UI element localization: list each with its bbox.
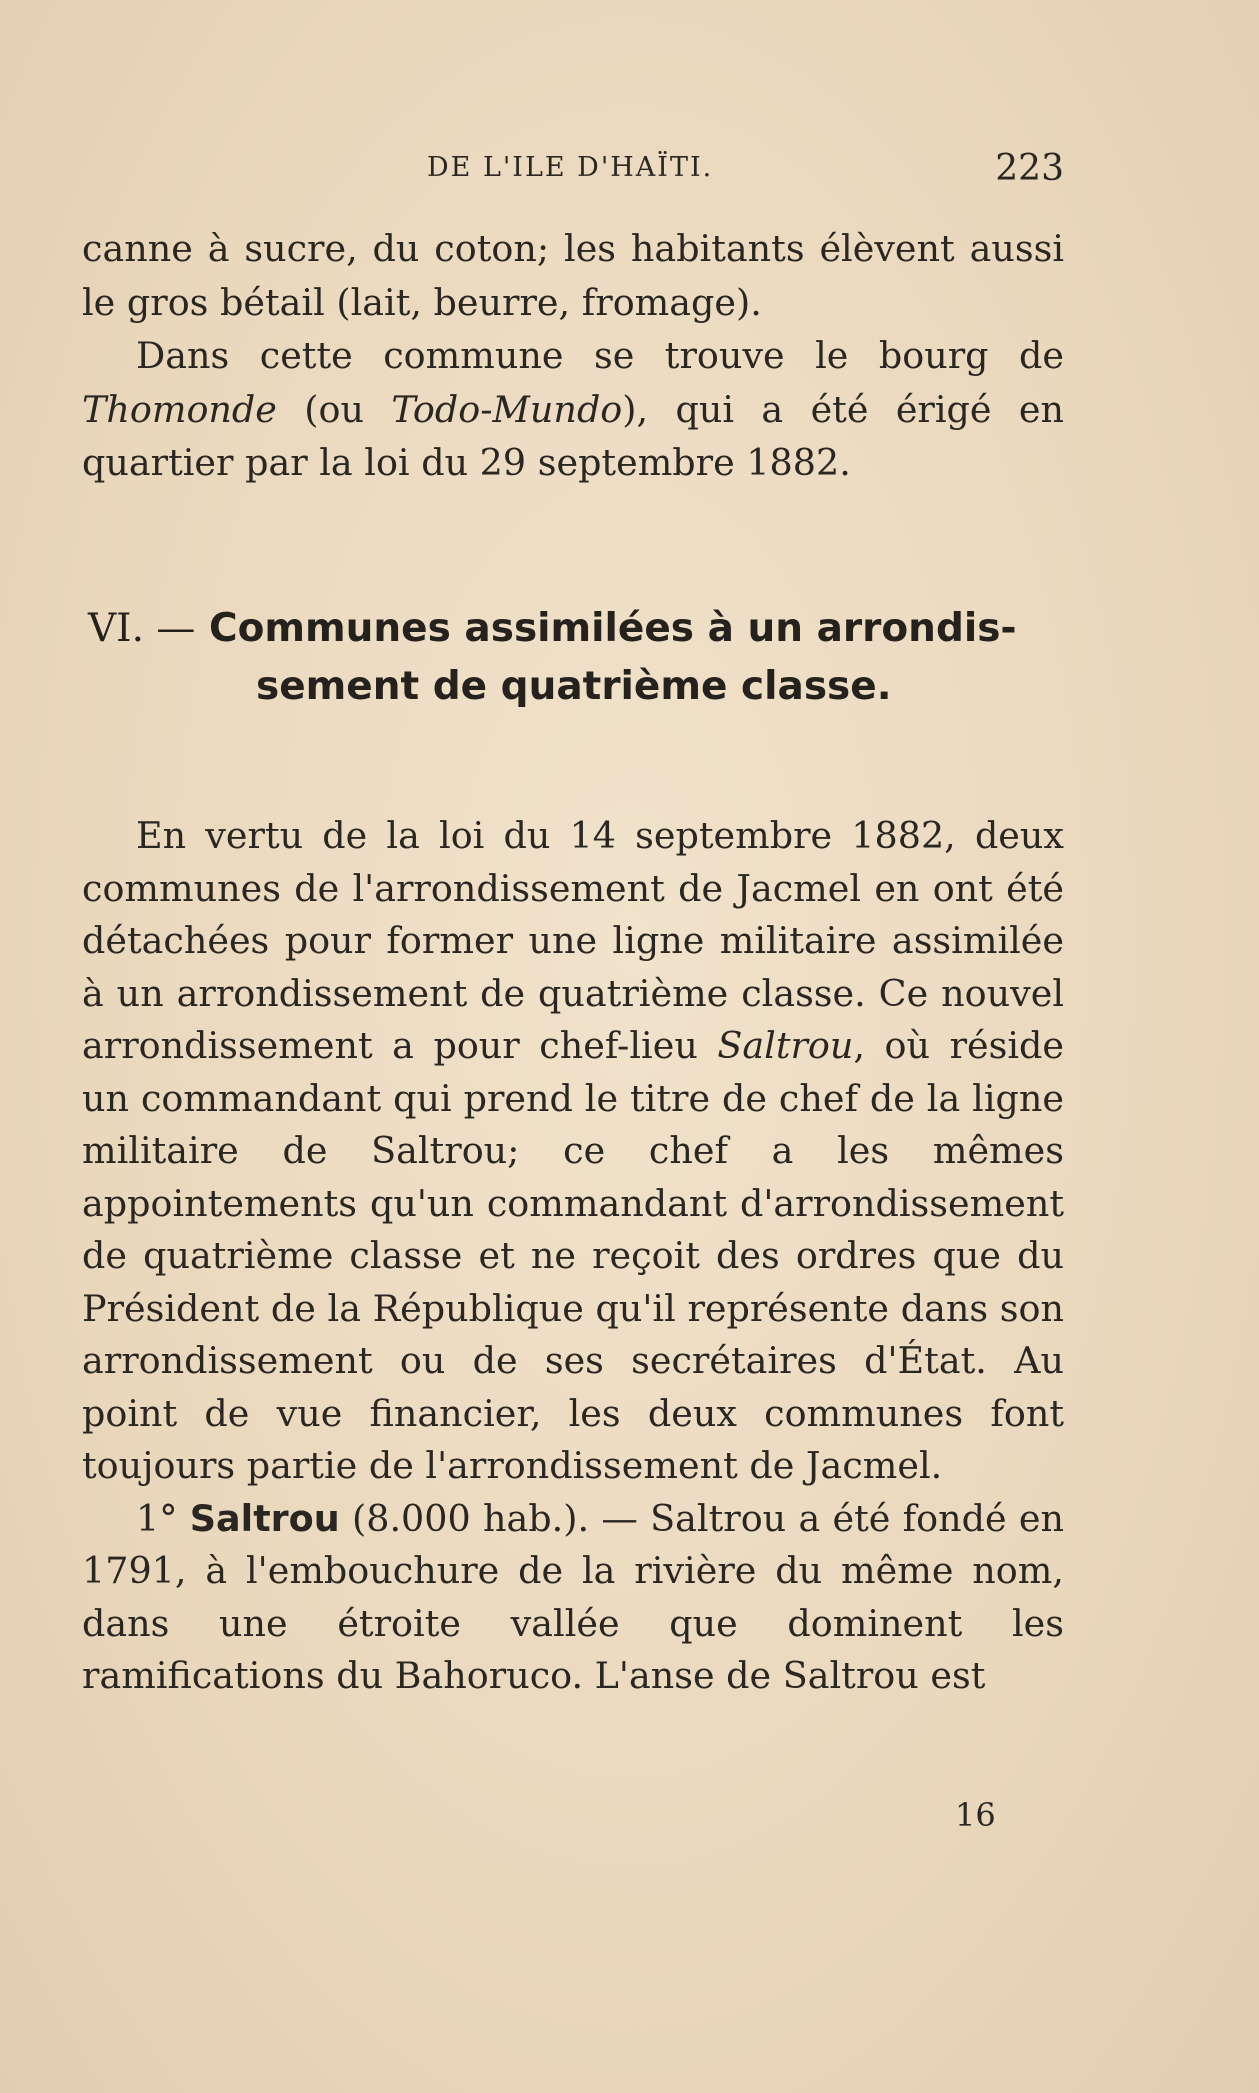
place-name: Todo-Mundo [391, 387, 623, 431]
running-title: DE L'ILE D'HAÏTI. [427, 152, 714, 183]
paragraph [82, 222, 1064, 329]
section-heading-line [88, 600, 1064, 658]
commune-name: Saltrou [189, 1496, 340, 1540]
page-header [82, 148, 1064, 198]
paragraph-text: Dans cette commune se trouve le bourg de [136, 334, 1064, 377]
paragraph-text: canne à sucre, du coton; les habitants élèvent aussi le gros bétail (lait, beurre, fromage). [82, 227, 1064, 324]
paragraph [82, 329, 1064, 490]
body-text [82, 810, 1064, 1703]
paragraph-text: ), qui a été érigé en quartier par la loi du 29 septembre 1882. [82, 387, 1065, 484]
paragraph-text: En vertu de la loi du 14 septembre 1882, deux communes de l'arrondissement de Jacmel en ont été détachées pour former une ligne militaire assimilée à un arrondissement de quatrième classe. Ce nouvel arrondissement a pour chef-lieu [82, 814, 1064, 1067]
paragraph [82, 810, 1064, 1493]
section-number: VI. — [88, 606, 196, 651]
paragraph-text: (ou [276, 387, 392, 431]
section-heading [88, 600, 1064, 716]
paragraph-text: (8.000 hab.). — Saltrou a été fondé en 1791, à l'embouchure de la rivière du même nom, dans une étroite vallée que dominent les ramifications du Bahoruco. L'anse de Saltrou est [82, 1496, 1064, 1697]
page-number: 223 [995, 148, 1064, 189]
intro-text [82, 222, 1064, 490]
paragraph-text: , où réside un commandant qui prend le titre de chef de la ligne militaire de Saltrou; ce chef a les mêmes appointements qu'un commandant d'arrondissement de quatrième classe et ne reçoit des ordres que du Président de la République qu'il représente dans son arrondissement ou de ses secrétaires d'État. Au point de vue financier, les deux communes font toujours partie de l'arrondissement de Jacmel. [82, 1024, 1064, 1487]
item-number: 1° [136, 1496, 178, 1540]
place-name: Thomonde [82, 387, 277, 431]
section-heading-line: sement de quatrième classe. [256, 664, 892, 709]
printer-signature: 16 [955, 1796, 996, 1834]
paragraph [82, 1493, 1064, 1703]
section-title-text: Communes assimilées à un arrondis- [208, 606, 1017, 651]
place-name: Saltrou [717, 1024, 854, 1067]
